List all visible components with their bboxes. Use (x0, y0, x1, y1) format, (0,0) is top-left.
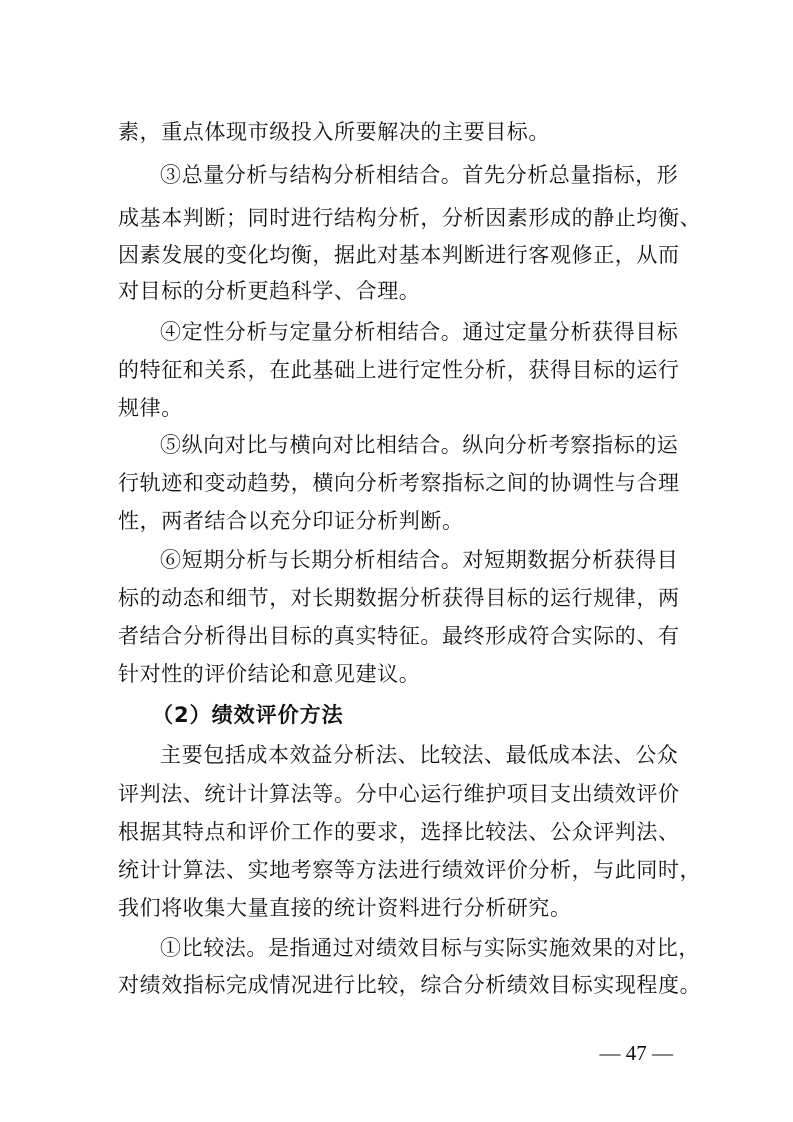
text-line: 对目标的分析更趋科学、合理。 (118, 279, 421, 303)
text-line: 成基本判断；同时进行结构分析，分析因素形成的静止均衡、 (118, 206, 702, 230)
text-line: 的特征和关系，在此基础上进行定性分析，获得目标的运行 (118, 358, 680, 382)
text-line: 者结合分析得出目标的真实特征。最终形成符合实际的、有 (118, 624, 680, 648)
text-line: 因素发展的变化均衡，据此对基本判断进行客观修正，从而 (118, 243, 680, 267)
text-line: 行轨迹和变动趋势，横向分析考察指标之间的协调性与合理 (118, 471, 680, 495)
page-number: — 47 — (599, 1041, 673, 1065)
text-line: 统计计算法、实地考察等方法进行绩效评价分析，与此同时， (118, 858, 702, 882)
text-line: 规律。 (118, 396, 183, 420)
text-line: 我们将收集大量直接的统计资料进行分析研究。 (118, 896, 572, 920)
text-line: 对绩效指标完成情况进行比较，综合分析绩效目标实现程度。 (118, 973, 702, 997)
text-line: ⑥短期分析与长期分析相结合。对短期数据分析获得目 (160, 548, 679, 572)
text-line: 性，两者结合以充分印证分析判断。 (118, 509, 464, 533)
text-line: 素，重点体现市级投入所要解决的主要目标。 (118, 120, 550, 144)
section-heading: （2）绩效评价方法 (152, 703, 344, 727)
text-line: ①比较法。是指通过对绩效目标与实际实施效果的对比， (160, 936, 700, 960)
text-line: 标的动态和细节，对长期数据分析获得目标的运行规律，两 (118, 586, 680, 610)
text-line: 根据其特点和评价工作的要求，选择比较法、公众评判法、 (118, 820, 680, 844)
text-line: ④定性分析与定量分析相结合。通过定量分析获得目标 (160, 320, 679, 344)
text-line: 主要包括成本效益分析法、比较法、最低成本法、公众 (160, 743, 679, 767)
text-line: 针对性的评价结论和意见建议。 (118, 662, 421, 686)
text-line: ⑤纵向对比与横向对比相结合。纵向分析考察指标的运 (160, 433, 679, 457)
text-line: ③总量分析与结构分析相结合。首先分析总量指标，形 (160, 163, 679, 187)
text-line: 评判法、统计计算法等。分中心运行维护项目支出绩效评价 (118, 782, 680, 806)
